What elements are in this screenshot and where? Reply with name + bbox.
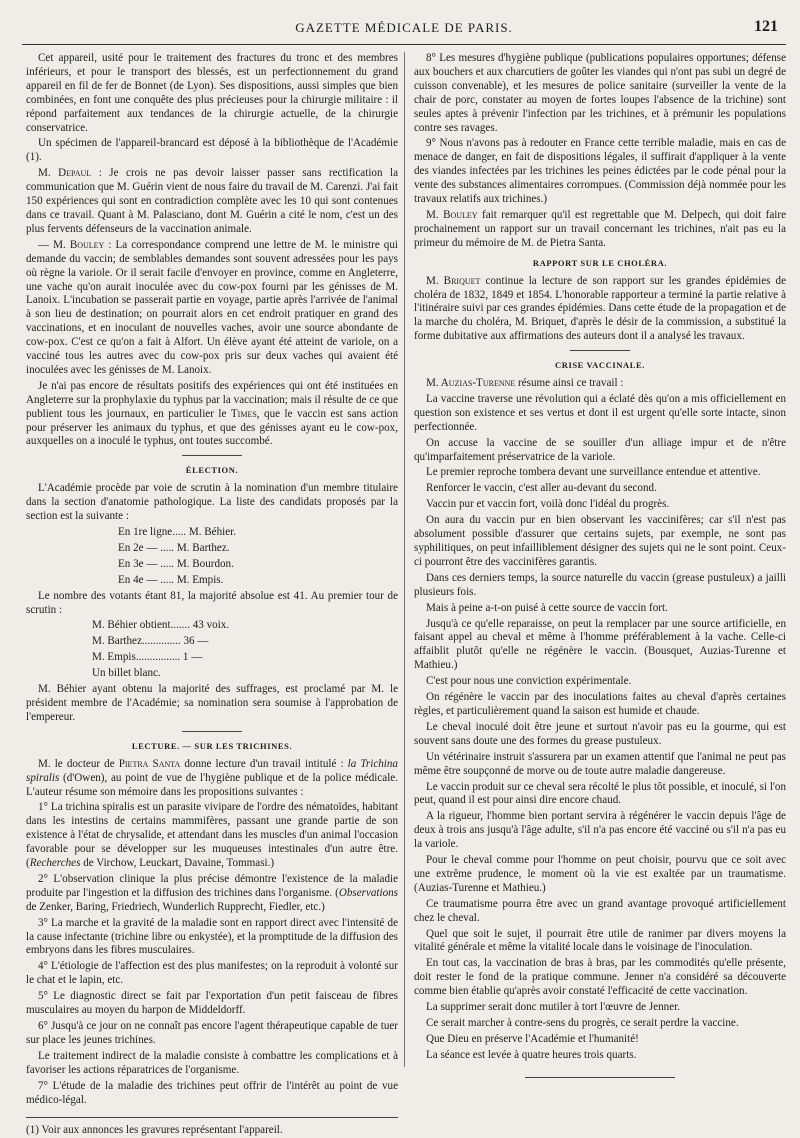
paragraph: Ce traumatisme pourra être avec un grand avantage provoqué artificiellement chez le cheval.	[414, 897, 786, 924]
journal-title: GAZETTE MÉDICALE DE PARIS.	[295, 20, 513, 35]
paragraph: M. Béhier ayant obtenu la majorité des suffrages, est proclamé par M. le président membre de l'Académie; sa nomination sera soumise à l'approbation de l'empereur.	[26, 683, 398, 723]
list-item: 6° Jusqu'à ce jour on ne connaît pas encore l'agent thérapeutique capable de tuer sur place les jeunes trichines.	[26, 1020, 398, 1046]
list-item: 9° Nous n'avons pas à redouter en France cette terrible maladie, mais en cas de menace de danger, en fait de dispositions légales, il suffirait d'appliquer à la vente des viandes infectées par les trichines les peines édictées par le code pénal pour la vente des substances alimentaires corrompues. (Commission déjà nommée pour les travaux relatifs aux trichines.)	[414, 137, 786, 206]
paragraph: Ce serait marcher à contre-sens du progrès, ce serait perdre la vaccine.	[426, 1017, 739, 1029]
paragraph: Pour le cheval comme pour l'homme on peut choisir, pourvu que ce soit avec une extrême prudence, le moment où la vie est exaltée par un traumatisme. (Auzias-Turenne et Mathieu.)	[414, 854, 786, 894]
list-item: 8° Les mesures d'hygiène publique (publications populaires opportunes; défense aux bouchers et aux charcutiers de goûter les viandes qui n'ont pas subi un degré de cuisson convenable), et les mesures de police sanitaire (surveiller la vente de la chair de porc, constater au moyen de fortes loupes l'absence de la trichine) sont seules aptes à prévenir l'infection par les trichines, et à prémunir les populations contre ses ravages.	[414, 52, 786, 134]
paragraph: La supprimer serait donc mutiler à tort l'œuvre de Jenner.	[426, 1001, 680, 1014]
vote-line: M. Barthez.............. 36 —	[92, 635, 209, 648]
section-rule	[182, 731, 242, 732]
paragraph: Le premier reproche tombera devant une surveillance entendue et attentive.	[426, 466, 761, 479]
paragraph: On aura du vaccin pur en bien observant les vaccinifères; car s'il n'est pas absolument possible d'assurer que certains sujets, par exemple, ne sont pas syphilitiques, on peut infailliblement désigner des sujets qui ne le sont point. Ceux-ci pourront être des vaccinifères garantis.	[414, 514, 786, 568]
paragraph: Un vétérinaire instruit s'assurera par un examen attentif que l'animal ne peut pas même être soupçonné de morve ou de toute autre maladie dangereuse.	[414, 750, 786, 777]
page-number: 121	[754, 18, 778, 35]
crise-paragraphs	[414, 393, 786, 1063]
list-item: 3° La marche et la gravité de la maladie sont en rapport direct avec l'intensité de la cause infectante (trichine libre ou enkystée), et la promptitude de la diffusion des embryons dans les fibres musculaires.	[26, 916, 398, 957]
paragraph: La séance est levée à quatre heures trois quarts.	[426, 1048, 637, 1061]
paragraph: Je n'ai pas encore de résultats positifs des expériences qui ont été instituées en Angleterre sur la prophylaxie du typhus par la vaccination; mais il résulte de ce que publient tous les journaux, en particulier le Times, que le vaccin est sans action pour préserver les animaux du typhus, et que des génisses ayant eu le cow-pox, auxquelles on a inoculé le typhus, ont toutes succombé.	[26, 379, 399, 448]
paragraph: M. Auzias-Turenne résume ainsi ce travail :	[426, 377, 624, 390]
candidate-line: En 3e — ..... M. Bourdon.	[118, 557, 234, 570]
vote-line: M. Béhier obtient....... 43 voix.	[92, 619, 230, 632]
section-rule	[570, 350, 630, 351]
paragraph: M. Bouley fait remarquer qu'il est regrettable que M. Delpech, qui doit faire prochainement un rapport sur un travail concernant les trichines, n'ait pas eu la primeur du mémoire de M. de Pietra Santa.	[414, 208, 786, 249]
list-item: 7° L'étude de la maladie des trichines peut offrir de l'intérêt au point de vue médico-légal.	[26, 1079, 398, 1106]
paragraph: L'Académie procède par voie de scrutin à la nomination d'un membre titulaire dans la section d'anatomie pathologique. La liste des candidats proposés par la section est la suivante :	[26, 482, 398, 523]
paragraph: M. Briquet continue la lecture de son rapport sur les grandes épidémies de choléra de 1832, 1849 et 1854. L'honorable rapporteur a terminé la partie relative à l'itinéraire suivi par ces grandes épidémies. Dans cette étude de la propagation et de la marche du choléra, M. Briquet, d'après le désir de la commission, a substitué la forme dubitative aux affirmations des auteurs dont il a analysé les travaux.	[414, 274, 787, 343]
page-header	[22, 18, 786, 45]
end-rule	[525, 1077, 675, 1078]
paragraph: A la rigueur, l'homme bien portant servira à régénérer le vaccin depuis l'âge de deux à trois ans jusqu'à l'âge adulte, s'il n'a pas encore été vacciné ou s'il n'a pas eu la variole.	[414, 810, 786, 851]
paragraph: Le traitement indirect de la maladie consiste à combattre les complications et à favoriser les actions réparatrices de l'organisme.	[26, 1049, 398, 1076]
list-item: 5° Le diagnostic direct se fait par l'exportation d'un petit faisceau de fibres musculaires au moyen du harpon de Middeldorff.	[26, 990, 398, 1017]
speaker-name: M. Depaul	[38, 167, 92, 180]
paragraph: Renforcer le vaccin, c'est aller au-devant du second.	[426, 482, 657, 495]
list-item: 1° La trichina spiralis est un parasite vivipare de l'ordre des nématoïdes, habitant dans les intestins de certains mammifères, passant une grande partie de son existence à l'état de chrysalide, et attendant dans les muscles d'un animal l'occasion favorable pour se développer sur les muqueuses intestinales d'un autre être. (Recherches de Virchow, Leuckart, Davaine, Tommasi.)	[26, 801, 398, 870]
paragraph: M. Depaul : Je crois ne pas devoir laisser passer sans rectification la communication que M. Guérin vient de nous faire du travail de M. Carenzi. J'ai fait 150 expériences qui sont en contradiction complète avec les 10 qui sont contenues dans ce travail. Quant à M. Palasciano, dont M. Guérin a cité le nom, c'est un des plus fervents défenseurs de la vaccination animale.	[26, 167, 398, 235]
paragraph: Un spécimen de l'appareil-brancard est déposé à la bibliothèque de l'Académie (1).	[26, 137, 398, 164]
paragraph: Jusqu'à ce qu'elle reparaisse, on peut la remplacer par une source artificielle, en faisant appel au cheval et même à l'homme préférablement à la vache. Celle-ci affaiblit plutôt qu'elle ne régénère le vaccin. (Bousquet, Auzias-Turenne et Mathieu.)	[414, 617, 786, 672]
speaker-name: M. Briquet	[426, 274, 481, 287]
vote-line: M. Empis................ 1 —	[92, 651, 203, 664]
paragraph: — M. Bouley : La correspondance comprend une lettre de M. le ministre qui demande du vaccin; de semblables demandes sont souvent adressées pour les pays où règne la variole. Or il serait facile d'envoyer en province, comme en Angleterre, une vache qu'on aurait inoculée avec du cow-pox fourni par les génisses de M. Lanoix. L'incubation se passerait partie en voyage, partie après l'arrivée de l'animal à son lieu de destination; on pourrait alors en cet endroit pratiquer en grand des vaccinations, et en inoculant de nouvelles vaches, avoir une source abondante de cow-pox. C'est ce qu'on a fait à Alfort. Un élève ayant été atteint de variole, on a vacciné tous les autres avec du cow-pox pris sur deux vaches qui avaient été inoculées avec les génisses de M. Lanoix.	[26, 238, 398, 376]
section-title-cholera: RAPPORT SUR LE CHOLÉRA.	[532, 257, 668, 268]
speaker-name: M. Auzias-Turenne	[426, 377, 516, 390]
paragraph: Quel que soit le sujet, il pourrait être utile de ranimer par divers moyens la vitalité générale et même la vitalité locale dans le voisinage de l'inoculation.	[414, 927, 786, 954]
vote-line: Un billet blanc.	[92, 667, 161, 680]
section-title-crise: CRISE VACCINALE.	[554, 360, 646, 371]
paragraph: Mais à peine a-t-on puisé à cette source de vaccin fort.	[426, 601, 668, 614]
paragraph: Dans ces derniers temps, la source naturelle du vaccin (grease pustuleux) a jailli plusieurs fois.	[414, 571, 786, 598]
paragraph: Vaccin pur et vaccin fort, voilà donc l'idéal du progrès.	[426, 498, 670, 511]
section-title-election: ÉLECTION.	[185, 465, 239, 476]
list-item: 4° L'étiologie de l'affection est des plus manifestes; on la reproduit à volonté sur le chat et le lapin, etc.	[26, 960, 398, 987]
paragraph: En tout cas, la vaccination de bras à bras, par les commodités qu'elle présente, doit rester le fond de la pratique commune. Jenner n'a considéré sa découverte comme bien établie qu'après avoir constaté l'efficacité de cette vaccination.	[414, 957, 786, 998]
paragraph: Le nombre des votants étant 81, la majorité absolue est 41. Au premier tour de scrutin :	[26, 589, 398, 616]
footnote-text: (1) Voir aux annonces les gravures représentant l'appareil.	[26, 1124, 283, 1137]
section-title-lecture: LECTURE. — SUR LES TRICHINES.	[131, 740, 293, 751]
speaker-name: — M. Bouley	[38, 238, 105, 251]
candidate-line: En 4e — ..... M. Empis.	[118, 573, 224, 586]
right-column	[414, 52, 786, 1077]
paragraph: On accuse la vaccine de se souiller d'un alliage impur et de n'être qu'imparfaitement préservatrice de la variole.	[414, 436, 786, 463]
candidate-line: En 2e — ..... M. Barthez.	[118, 541, 230, 554]
paragraph: La vaccine traverse une révolution qui a éclaté dès qu'on a mis officiellement en question son existence et ses vertus et dont il est urgent qu'elle sorte intacte, sinon perfectionnée.	[414, 392, 786, 433]
paragraph: Que Dieu en préserve l'Académie et l'humanité!	[426, 1032, 639, 1045]
footnote	[26, 1117, 398, 1138]
speaker-name: M. Bouley	[426, 208, 478, 221]
paragraph: C'est pour nous une conviction expérimentale.	[426, 675, 632, 688]
paragraph: On régénère le vaccin par des inoculations faites au cheval d'après certaines règles, et particulièrement quand la saison est humide et chaude.	[414, 691, 786, 717]
column-divider	[404, 52, 405, 1067]
paragraph: Le cheval inoculé doit être jeune et surtout n'avoir pas eu la gourme, qui est souvent sans doute une des formes du grease pustuleux.	[414, 720, 786, 747]
list-item: 2° L'observation clinique la plus précise démontre l'existence de la maladie produite par l'ingestion et la diffusion des trichines dans l'organisme. (Observations de Zenker, Baring, Friedriech, Wunderlich Rupprecht, Fiedler, etc.)	[26, 872, 398, 913]
candidate-line: En 1re ligne..... M. Béhier.	[118, 526, 237, 538]
paragraph: Cet appareil, usité pour le traitement des fractures du tronc et des membres inférieurs, et pour le transport des blessés, est un perfectionnement du grand appareil en fil de fer de Bonnet (de Lyon). Ses dispositions, aussi simples que bien combinées, en font une conquête des plus précieuses pour la chirurgie militaire : il répond parfaitement aux tendances de la chirurgie actuelle, de la chirurgie conservatrice.	[26, 52, 398, 134]
paragraph: M. le docteur de Pietra Santa donne lecture d'un travail intitulé : la Trichina spiralis (d'Owen), au point de vue de l'hygiène publique et de la police médicale. L'auteur résume son mémoire dans les propositions suivantes :	[26, 757, 398, 798]
section-rule	[182, 455, 242, 456]
paragraph: Le vaccin produit sur ce cheval sera récolté le plus tôt possible, et inoculé, si l'on peut, quand il est pour ainsi dire encore chaud.	[414, 780, 786, 807]
left-column	[26, 52, 399, 1137]
